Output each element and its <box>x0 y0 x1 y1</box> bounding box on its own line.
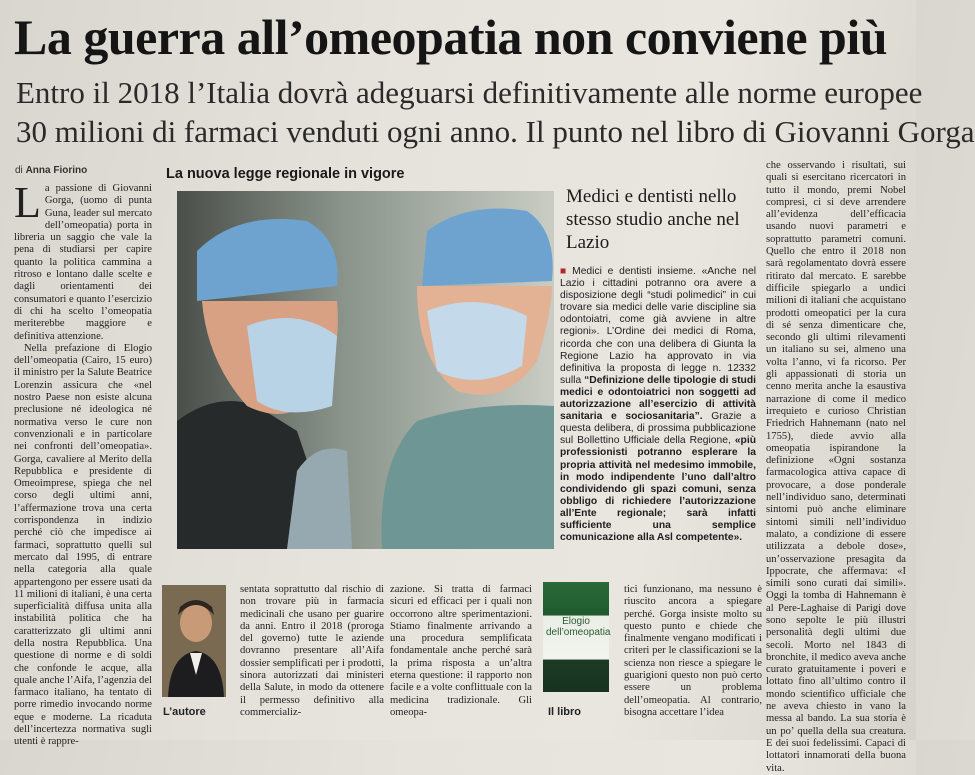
subheadline-2: 30 milioni di farmaci venduti ogni anno. Il punto nel libro di Giovanni Gorga <box>16 114 975 149</box>
sidebar-text-bold-2: «più professionisti potranno esplerare la propria attività nel medesimo immobile, in modo indipendente l’uno dall’altro condividendo gli spazi comuni, senza obbligo di richiedere l’autorizzazione all’Ente regionale; sarà infatti sufficiente una semplice comunicazione alla Asl competente». <box>560 435 756 544</box>
subheadline-1: Entro il 2018 l’Italia dovrà adeguarsi definitivamente alle norme europee <box>16 75 923 110</box>
doctors-photo-illustration <box>177 191 554 549</box>
book-cover <box>543 582 609 692</box>
sidebar-text-bold-1: “Definizione delle tipologie di studi medici e odontoiatrici non soggetti ad autorizzazione all’esercizio di attività sanitaria e sociosanitaria”. <box>560 374 756 423</box>
sidebar-text-2: Grazie a questa delibera, di prossima pubblicazione sul Bollettino Ufficiale della Regione, <box>560 411 756 447</box>
article-column-3: zazione. Si tratta di farmaci sicuri ed efficaci per i quali non occorrono altre sperimentazioni. Stiamo finalmente arrivando a una procedura semplificata fondamentale anche perché sarà la prima risposta a un’altra eterna questione: il rapporto non facile e a volte conflittuale con la medicina tradizionale. Gli omeopa- <box>390 584 532 718</box>
author-photo <box>162 585 226 697</box>
bullet-square-icon: ■ <box>560 266 570 277</box>
byline-prefix: di <box>15 165 23 176</box>
article-column-4: tici funzionano, ma nessuno è riuscito ancora a spiegare perché. Gorga insiste molto su questo punto e chiede che finalmente vengano modificati i criteri per le classificazioni se la scienza non riesce a spiegare le guarigioni questo non può certo essere un problema dell’omeopatia. Al contrario, bisogna accettare l’idea <box>624 584 762 718</box>
paragraph-intro <box>14 178 152 343</box>
paragraph-2: Nella prefazione di Elogio dell’omeopatia (Cairo, 15 euro) il ministro per la Salute Beatrice Lorenzin assicura che «nel nostro Paese non esiste alcuna preclusione né ideologica né normativa verso le cure non convenzionali e in particolare nei confronti dell’omeopatia». Gorga, cavaliere al Merito della Repubblica e presidente di Omeoimprese, spiega che nel corso degli ultimi anni, l’affermazione trova una certa corrispondenza in indizio perché ciò che impedisce ai farmaci, soprattutto quelli sul mercato dal 1995, di entrare nella categoria alla quale appartengono per essere usati da 11 milioni di italiani, è una certa superficialità diffusa unita alla instabilità politica che ha caratterizzato gli ultimi anni della nostra Repubblica. Una questione di norme e di soldi che confonde le acque, alla quale anche l’Aifa, l’agenzia del farmaco italiano, ha tentato di porre rimedio invocando norme eque e moderne. La ricaduta dell’incertezza normativa sugli utenti è rappre- <box>14 342 152 748</box>
drop-cap: L <box>14 178 41 227</box>
article-column-right: che osservando i risultati, sui quali si esercitano ricercatori in tutto il mondo, premi Nobel compresi, ci si deve arrendere all’evidenza dell’efficacia usando nuovi parametri e soprattutto parametri comuni. Quello che entro il 2018 non sarà regolamentato dovrà essere ritirato dal mercato. E sarebbe difficile spiegarlo a undici milioni di italiani che acquistano prodotti omeopatici per la cura di sé senza dimenticare che, secondo gli ultimi rilevamenti un italiano su sei, almeno una volta l’anno, vi fa ricorso. Per gli appassionati di storia un cenno merita anche la esaustiva narrazione di come il medico irrequieto e curioso Christian Friedrich Hahnemann (nato nel 1755), diede avvio alla omeopatia ispirandone la definizione «Ogni sostanza farmacologica attiva capace di provocare, a dose ponderale nell’individuo sano, determinati sintomi può anche eliminare sintomi simili nell’individuo malato, a condizione di essere utilizzata a debole dose», un’osservazione presagita da Ippocrate, che affermava: «I simili sono curati dai simili». Oggi la tomba di Hahnemann è al Pere-Laghaise di Parigi dove sono sepolte le più illustri personalità degli ultimi due secoli. Morto nel 1843 di bronchite, il medico aveva anche curato gratuitamente i poveri e lottato fino all’ultimo contro il mondo scientifico ufficiale che ne aveva chiesto in vano la messa al bando. La sua storia è un po’ quella della sua creatura. E dei suoi fedelissimi. Capaci di lottatori innamorati della buona vita. <box>766 160 906 774</box>
author-portrait <box>162 585 226 697</box>
article-column-2: sentata soprattutto dal rischio di non trovare più in farmacia medicinali che usano per guarire da anni. Entro il 2018 (proroga del governo) tutte le aziende dovranno presentare all’Aifa dossier semplificati per i prodotti, sinora autorizzati dai ministeri della Salute, in modo da ottenere il permesso definitivo alla commercializ- <box>240 584 384 718</box>
book-cover-title: Elogio dell’omeopatia <box>546 616 611 638</box>
article-column-1 <box>14 178 152 748</box>
author-caption: L’autore <box>163 706 206 718</box>
book-caption: Il libro <box>548 706 581 718</box>
sidebar-text-1: Medici e dentisti insieme. «Anche nel Lazio i cittadini potranno ora avere a disposizione degli “studi polimedici” in cui trovare sia medici delle varie discipline sia odontoiatri, come già avviene in altre regioni». L’Ordine dei medici di Roma, ricorda che con una delibera di Giunta la Regione Lazio ha approvato in via definitiva la proposta di legge n. 12332 sulla <box>560 266 756 386</box>
headline: La guerra all’omeopatia non conviene più <box>14 9 888 65</box>
section-label: La nuova legge regionale in vigore <box>166 166 405 182</box>
sidebar-title: Medici e dentisti nello stesso studio anche nel Lazio <box>566 186 740 253</box>
doctors-photo <box>177 191 554 549</box>
sidebar-box <box>560 183 756 583</box>
paragraph-intro-text: a passione di Giovanni Gorga, (uomo di punta Guna, leader sul mercato dell’omeopatia) porta in libreria un saggio che vale la pena di studiarsi per capire quanto la politica cammina a ritroso e lontano dalle scelte e dagli orientamenti dei consumatori e quanto l’esercizio di chi ha scelto l’omeopatia meriterebbe maggiore e definitiva attenzione. <box>14 183 152 342</box>
byline-author: Anna Fiorino <box>25 165 88 176</box>
sidebar-text <box>560 266 756 566</box>
byline <box>15 165 87 176</box>
